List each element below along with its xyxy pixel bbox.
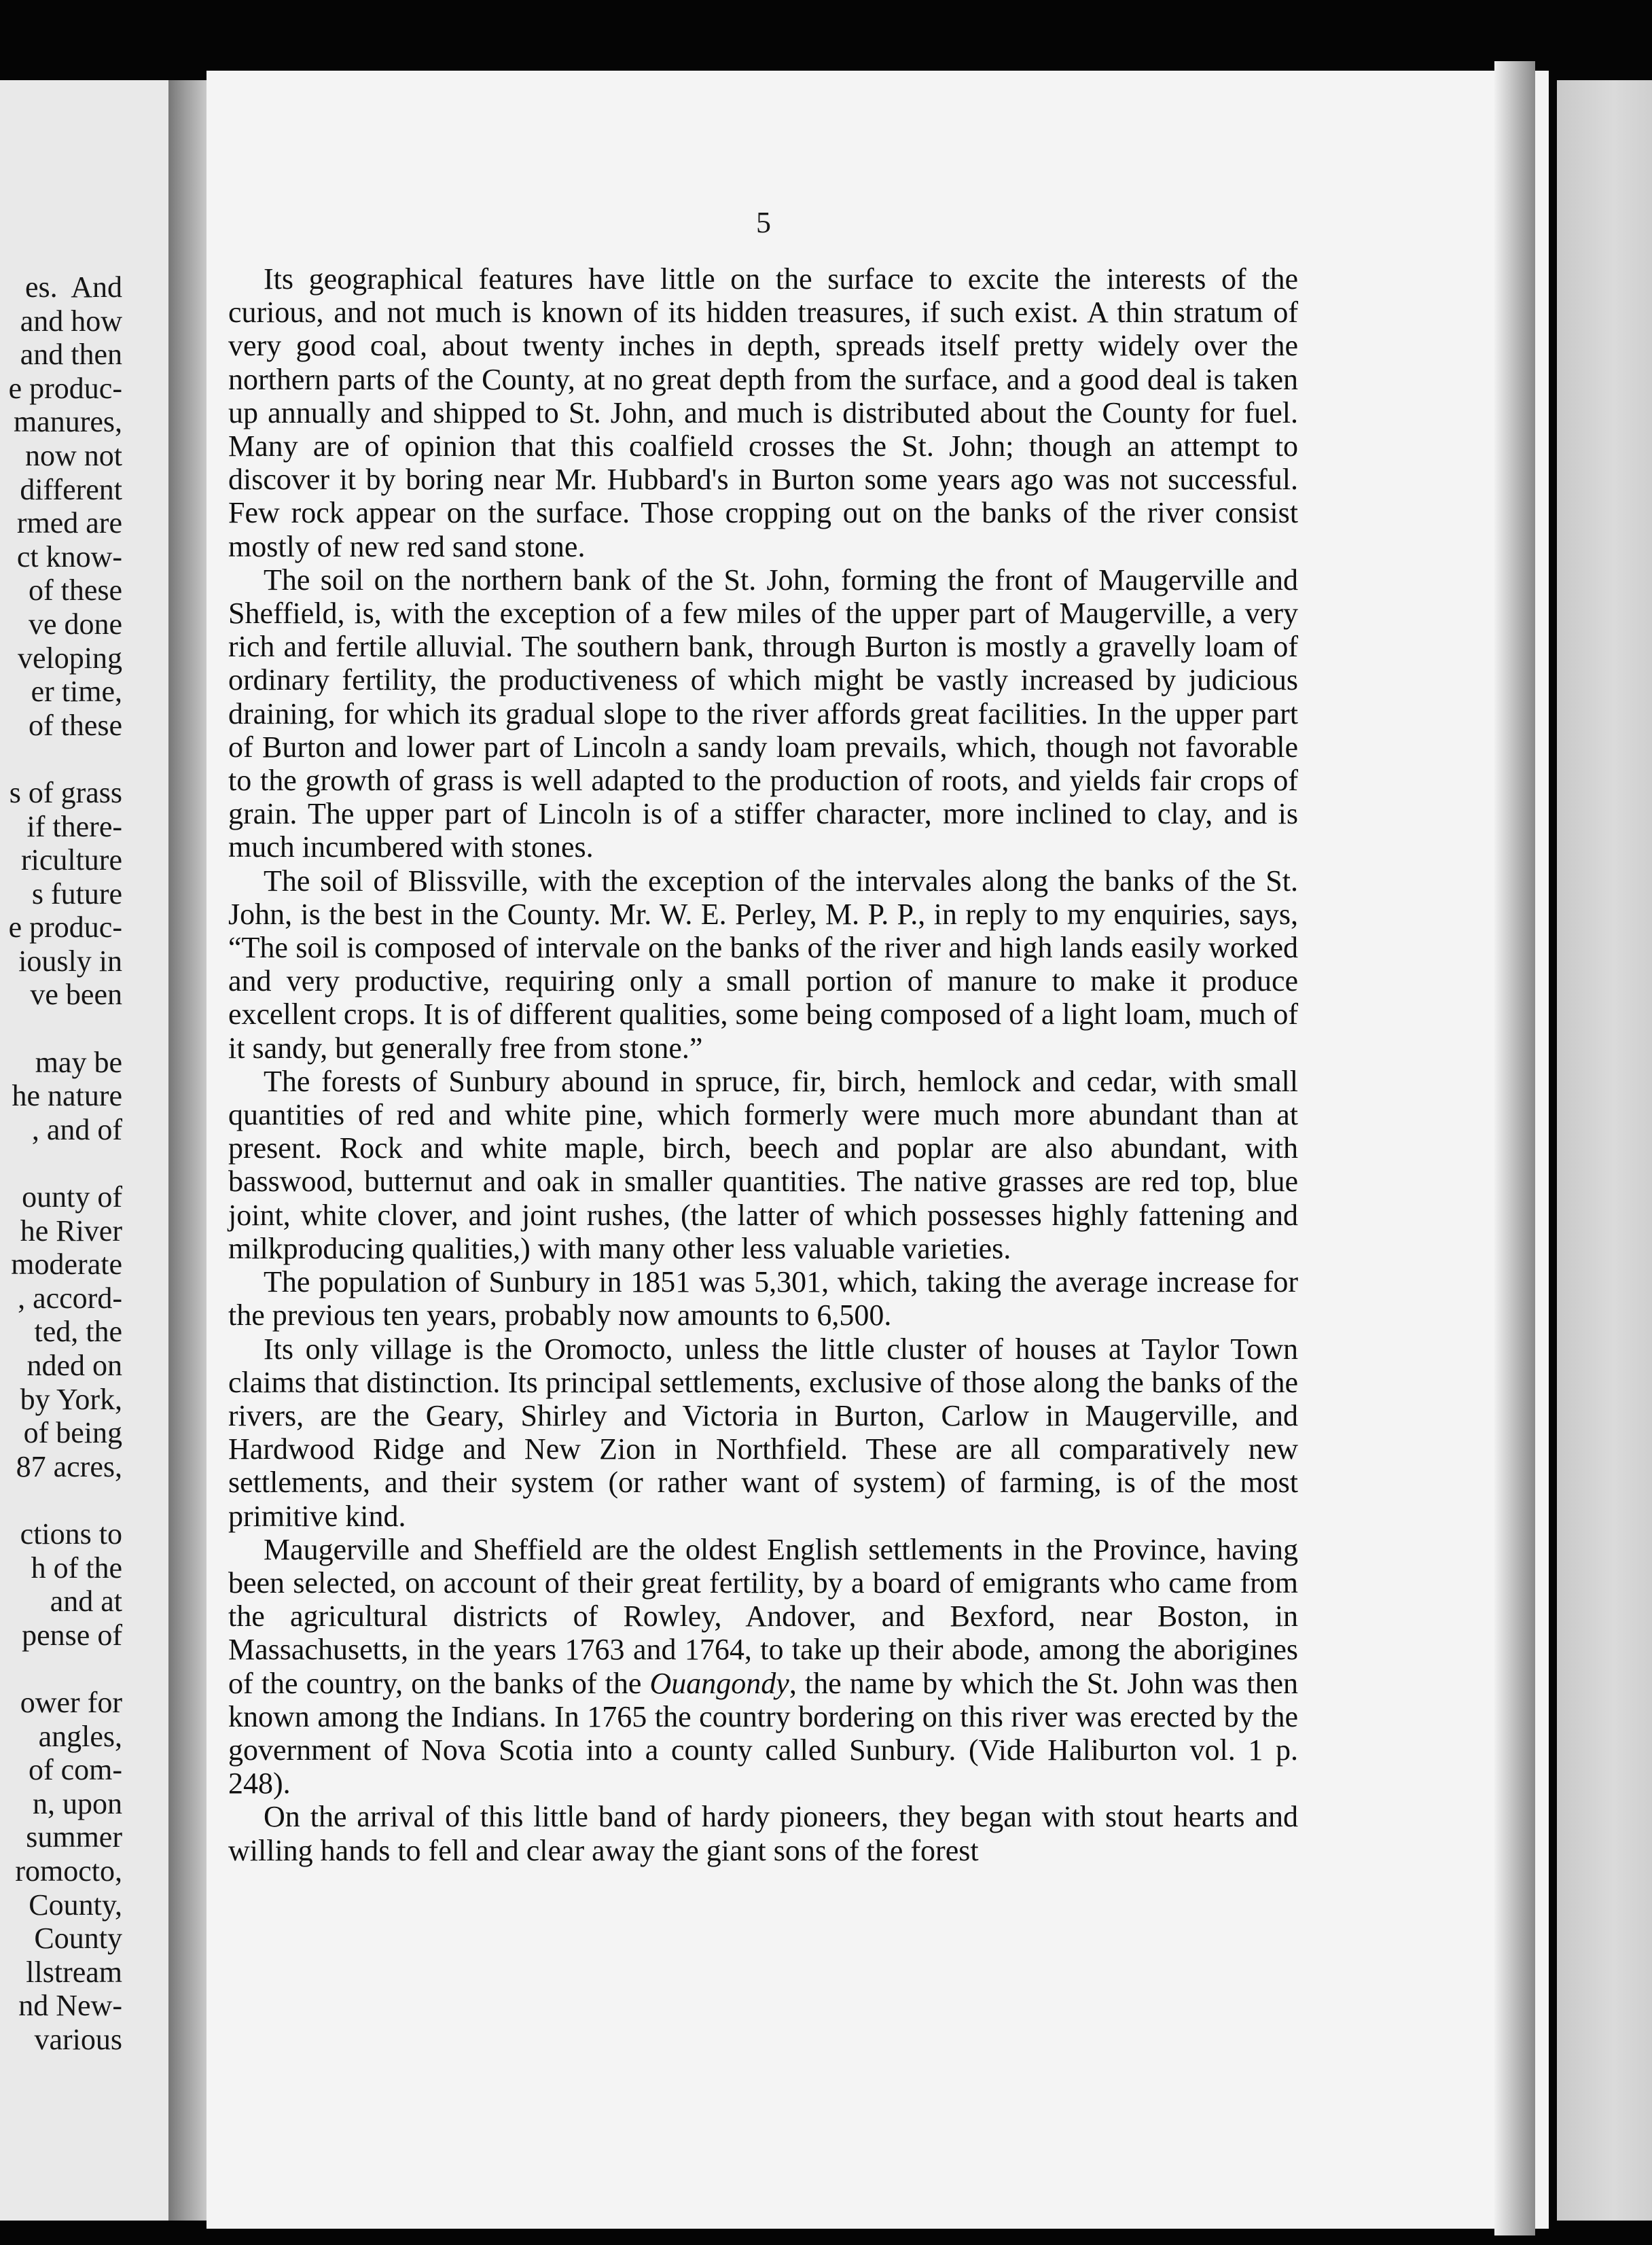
- previous-page-line: veloping: [18, 641, 122, 675]
- previous-page-line: ounty of: [22, 1180, 122, 1214]
- previous-page-line: [9, 1483, 122, 1517]
- previous-page-line: s of grass: [9, 775, 122, 809]
- previous-page-line: and at: [50, 1585, 122, 1619]
- previous-page-line: riculture: [20, 843, 122, 877]
- previous-page-line: ted, the: [34, 1315, 122, 1349]
- previous-page-line: and how: [20, 304, 122, 338]
- previous-page-line: er time,: [31, 675, 122, 709]
- previous-page-line: by York,: [20, 1382, 122, 1416]
- previous-page-line: iously in: [18, 944, 122, 978]
- previous-page-line: moderate: [11, 1248, 122, 1281]
- previous-page-line: if there-: [26, 809, 122, 843]
- previous-page-line: various: [34, 2022, 122, 2056]
- previous-page-line: [9, 1146, 122, 1180]
- previous-page-line: ct know-: [16, 540, 122, 573]
- previous-page-line: County,: [29, 1888, 122, 1922]
- previous-page-line: ctions to: [20, 1517, 122, 1551]
- previous-page-line: summer: [26, 1820, 122, 1854]
- previous-page-line: romocto,: [15, 1854, 122, 1888]
- page-number: 5: [756, 206, 771, 239]
- paragraph-pioneers: On the arrival of this little band of hardy pioneers, they began with stout hearts and willing hands to fell and clear away the giant sons of the forest: [228, 1800, 1298, 1867]
- previous-page-line: pense of: [22, 1618, 122, 1652]
- previous-page-line: h of the: [31, 1551, 122, 1585]
- paragraph-forests: The forests of Sunbury abound in spruce, fir, birch, hemlock and cedar, with small quantities of red and white pine, which formerly were much more abundant than at present. Rock and white maple, birch, beech and poplar are also abundant, with basswood, butternut and oak in smaller quantities. The native grasses are red top, blue joint, white clover, and joint rushes, (the latter of which possesses highly fattening and milkproducing qualities,) with many other less valuable varieties.: [228, 1064, 1298, 1265]
- river-name-italic: Ouangondy: [649, 1666, 789, 1700]
- next-page-edge: [1557, 80, 1652, 2221]
- paragraph-village: Its only village is the Oromocto, unless the little cluster of houses at Taylor Town claims that distinction. Its principal settlements, exclusive of those along the banks of the rivers, are the Geary, Shirley and Victoria in Burton, Carlow in Maugerville, and Hardwood Ridge and New Zion in Northfield. These are all comparatively new settlements, and their system (or rather want of system) of farming, is of the most primitive kind.: [228, 1332, 1298, 1533]
- previous-page-line: e produc-: [8, 371, 122, 405]
- previous-page-line: 87 acres,: [16, 1449, 122, 1483]
- previous-page-line: , and of: [31, 1112, 122, 1146]
- previous-page-line: llstream: [26, 1955, 122, 1989]
- previous-page-line: nded on: [26, 1349, 122, 1382]
- paragraph-geography: Its geographical features have little on the surface to excite the interests of the curious, and not much is known of its hidden treasures, if such exist. A thin stratum of very good coal, about twenty inches in depth, spreads itself pretty widely over the northern parts of the County, at no great depth from the surface, and a good deal is taken up annually and shipped to St. John, and much is distributed about the County for fuel. Many are of opinion that this coalfield crosses the St. John; though an attempt to discover it by boring near Mr. Hubbard's in Burton some years ago was not successful. Few rock appear on the surface. Those cropping out on the banks of the river consist mostly of new red sand stone.: [228, 262, 1298, 563]
- previous-page-line: rmed are: [16, 506, 122, 540]
- previous-page-line: [9, 742, 122, 776]
- paragraph-soil-north: The soil on the northern bank of the St. John, forming the front of Maugerville and Sheffield, is, with the exception of a few miles of the upper part of Maugerville, a very rich and fertile alluvial. The southern bank, through Burton is mostly a gravelly loam of ordinary fertility, the productiveness of which might be vastly increased by judicious draining, for which its gradual slope to the river affords great facilities. In the upper part of Burton and lower part of Lincoln a sandy loam prevails, which, though not favorable to the growth of grass is well adapted to the production of roots, and yields fair crops of grain. The upper part of Lincoln is of a stiffer character, more inclined to clay, and is much incumbered with stones.: [228, 563, 1298, 864]
- previous-page-text: [9, 270, 122, 2056]
- page-edge-shadow: [1494, 61, 1535, 2235]
- paragraph-settlements-start: Maugerville and Sheffield are the oldest English settlements in the Province, having been selected, on account of their great fertility, by a board of emigrants who came from the agricultural districts of Rowley, Andover, and Bexford, near Boston, in Massachusetts, in the years 1763 and 1764, to take up their abode, among the aborigines of the country, on the banks of the: [228, 1532, 1298, 1700]
- previous-page-line: ve done: [28, 607, 122, 641]
- previous-page-line: he River: [20, 1214, 122, 1248]
- paragraph-soil-blissville: The soil of Blissville, with the exception of the intervales along the banks of the St. John, is the best in the County. Mr. W. E. Perley, M. P. P., in reply to my enquiries, says, “The soil is composed of intervale on the banks of the river and high lands easily worked and very productive, requiring only a small portion of manure to make it produce excellent crops. It is of different qualities, some being composed of a light loam, much of it sandy, but generally free from stone.”: [228, 864, 1298, 1065]
- previous-page-line: n, upon: [33, 1786, 122, 1820]
- previous-page-line: [9, 1652, 122, 1686]
- paragraph-settlements: [228, 1533, 1298, 1801]
- previous-page-line: and then: [20, 338, 122, 372]
- body-text: [228, 262, 1298, 1867]
- previous-page-line: es. And: [25, 270, 122, 304]
- previous-page-line: of these: [28, 708, 122, 742]
- previous-page-line: , accord-: [18, 1281, 122, 1315]
- previous-page-line: nd New-: [18, 1989, 122, 2023]
- previous-page-line: of being: [23, 1416, 122, 1450]
- previous-page-line: he nature: [12, 1079, 122, 1113]
- previous-page-line: ower for: [20, 1685, 122, 1719]
- previous-page-line: different: [20, 472, 122, 506]
- previous-page-line: now not: [25, 438, 122, 472]
- previous-page-line: ve been: [30, 978, 122, 1012]
- previous-page-line: may be: [35, 1045, 122, 1079]
- previous-page-line: manures,: [13, 405, 122, 439]
- previous-page-line: s future: [31, 877, 122, 911]
- paragraph-population: The population of Sunbury in 1851 was 5,301, which, taking the average increase for the previous ten years, probably now amounts to 6,500.: [228, 1265, 1298, 1332]
- previous-page-line: of com-: [28, 1753, 122, 1787]
- previous-page-line: angles,: [38, 1719, 122, 1753]
- paragraph-settlements-end: , the name by which the St. John was then known among the Indians. In 1765 the country bordering on this river was erected by the government of Nova Scotia into a county called Sunbury. (Vide Haliburton vol. 1 p. 248).: [228, 1666, 1298, 1801]
- previous-page-line: County: [34, 1922, 122, 1956]
- book-gutter: [168, 80, 206, 2221]
- previous-page-fragment: [0, 80, 168, 2221]
- previous-page-line: e produc-: [8, 911, 122, 944]
- previous-page-line: of these: [28, 573, 122, 607]
- previous-page-line: [9, 1012, 122, 1046]
